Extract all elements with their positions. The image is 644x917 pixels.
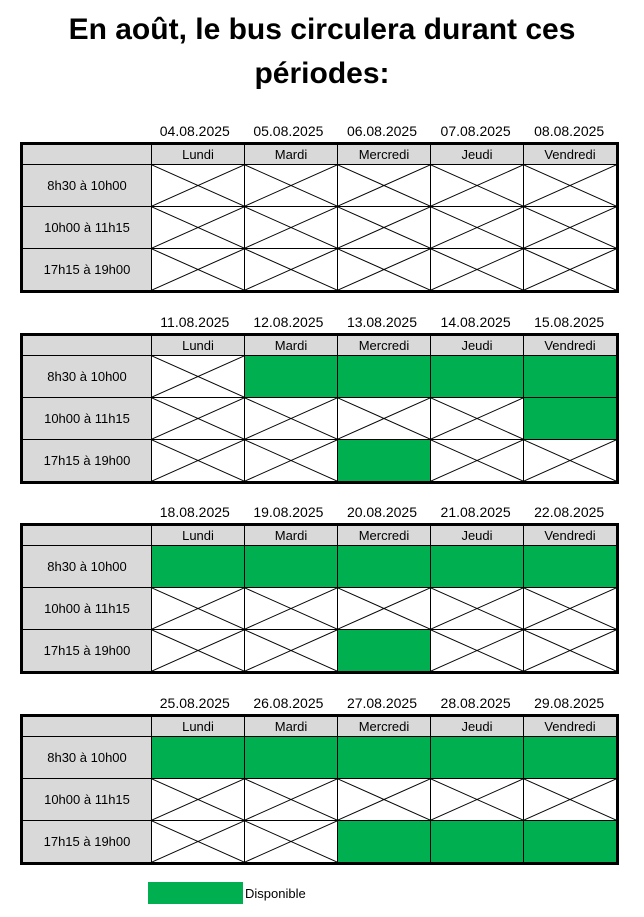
title-line-1: En août, le bus circulera durant ces (68, 13, 576, 46)
day-header: Vendredi (524, 716, 618, 737)
date-label: 19.08.2025 (253, 504, 324, 520)
unavailable-cell (524, 630, 618, 673)
header-corner (22, 525, 152, 546)
time-slot-label: 17h15 à 19h00 (22, 630, 152, 673)
cross-mark-icon (524, 165, 616, 206)
cross-mark-icon (245, 588, 337, 629)
unavailable-cell (338, 588, 431, 630)
slot-row (22, 356, 618, 398)
day-header: Mercredi (338, 525, 431, 546)
date-label: 06.08.2025 (346, 123, 418, 139)
available-cell (524, 356, 618, 398)
cross-mark-icon (338, 165, 430, 206)
unavailable-cell (245, 630, 338, 673)
week-dates-row (148, 694, 616, 712)
header-row (22, 525, 618, 546)
unavailable-cell (524, 249, 618, 292)
slot-row (22, 588, 618, 630)
cross-mark-icon (431, 207, 523, 248)
unavailable-cell (524, 207, 618, 249)
unavailable-cell (152, 588, 245, 630)
date-label: 07.08.2025 (440, 123, 511, 139)
available-cell (338, 630, 431, 673)
cross-mark-icon (245, 440, 337, 481)
legend-label: Disponible (245, 885, 306, 901)
unavailable-cell (245, 440, 338, 483)
available-cell (431, 821, 524, 864)
day-header: Lundi (152, 335, 245, 356)
unavailable-cell (431, 440, 524, 483)
available-cell (245, 737, 338, 779)
cross-mark-icon (431, 588, 523, 629)
cross-mark-icon (524, 630, 616, 671)
unavailable-cell (338, 779, 431, 821)
week-schedule-table (20, 523, 619, 674)
day-header: Vendredi (524, 144, 618, 165)
week-schedule-table (20, 142, 619, 293)
day-header: Jeudi (431, 335, 524, 356)
cross-mark-icon (245, 821, 337, 862)
available-cell (245, 546, 338, 588)
date-label: 18.08.2025 (159, 504, 230, 520)
cross-mark-icon (338, 249, 430, 290)
unavailable-cell (245, 165, 338, 207)
unavailable-cell (152, 356, 245, 398)
unavailable-cell (431, 588, 524, 630)
unavailable-cell (431, 779, 524, 821)
week-block (0, 694, 644, 874)
slot-row (22, 398, 618, 440)
available-cell (431, 737, 524, 779)
unavailable-cell (431, 249, 524, 292)
time-slot-label: 8h30 à 10h00 (22, 546, 152, 588)
cross-mark-icon (338, 398, 430, 439)
cross-mark-icon (245, 207, 337, 248)
unavailable-cell (431, 207, 524, 249)
date-label: 05.08.2025 (253, 123, 324, 139)
available-cell (524, 398, 618, 440)
available-cell (431, 546, 524, 588)
available-cell (245, 356, 338, 398)
header-row (22, 716, 618, 737)
time-slot-label: 8h30 à 10h00 (22, 165, 152, 207)
cross-mark-icon (524, 440, 616, 481)
header-row (22, 144, 618, 165)
unavailable-cell (431, 165, 524, 207)
cross-mark-icon (431, 630, 523, 671)
slot-row (22, 821, 618, 864)
unavailable-cell (524, 588, 618, 630)
day-header: Mardi (245, 335, 338, 356)
available-cell (152, 737, 245, 779)
cross-mark-icon (152, 356, 244, 397)
unavailable-cell (245, 207, 338, 249)
day-header: Mardi (245, 716, 338, 737)
available-cell (524, 546, 618, 588)
slot-row (22, 630, 618, 673)
unavailable-cell (338, 398, 431, 440)
unavailable-cell (152, 207, 245, 249)
week-dates-row (148, 503, 616, 521)
available-cell (152, 546, 245, 588)
available-cell (338, 546, 431, 588)
time-slot-label: 10h00 à 11h15 (22, 588, 152, 630)
day-header: Vendredi (524, 525, 618, 546)
date-label: 14.08.2025 (440, 314, 511, 330)
unavailable-cell (524, 165, 618, 207)
cross-mark-icon (338, 207, 430, 248)
time-slot-label: 17h15 à 19h00 (22, 440, 152, 483)
cross-mark-icon (245, 165, 337, 206)
unavailable-cell (152, 440, 245, 483)
cross-mark-icon (152, 630, 244, 671)
unavailable-cell (245, 249, 338, 292)
unavailable-cell (152, 249, 245, 292)
slot-row (22, 440, 618, 483)
available-cell (524, 821, 618, 864)
date-label: 15.08.2025 (534, 314, 605, 330)
unavailable-cell (245, 821, 338, 864)
slot-row (22, 779, 618, 821)
date-label: 12.08.2025 (253, 314, 324, 330)
day-header: Mardi (245, 144, 338, 165)
cross-mark-icon (152, 821, 244, 862)
week-schedule-table (20, 333, 619, 484)
day-header: Lundi (152, 716, 245, 737)
cross-mark-icon (524, 249, 616, 290)
day-header: Mercredi (338, 335, 431, 356)
date-label: 04.08.2025 (159, 123, 230, 139)
day-header: Vendredi (524, 335, 618, 356)
cross-mark-icon (245, 630, 337, 671)
cross-mark-icon (152, 207, 244, 248)
cross-mark-icon (431, 165, 523, 206)
week-block (0, 313, 644, 493)
unavailable-cell (524, 779, 618, 821)
time-slot-label: 10h00 à 11h15 (22, 398, 152, 440)
title-line-2: périodes: (254, 57, 390, 90)
date-label: 08.08.2025 (534, 123, 605, 139)
week-schedule-table (20, 714, 619, 865)
cross-mark-icon (152, 249, 244, 290)
date-label: 13.08.2025 (346, 314, 418, 330)
cross-mark-icon (524, 779, 616, 820)
day-header: Lundi (152, 144, 245, 165)
day-header: Jeudi (431, 144, 524, 165)
header-corner (22, 335, 152, 356)
legend-swatch-available (148, 882, 243, 904)
legend (148, 882, 306, 904)
cross-mark-icon (245, 779, 337, 820)
cross-mark-icon (245, 398, 337, 439)
week-block (0, 503, 644, 683)
cross-mark-icon (524, 588, 616, 629)
time-slot-label: 8h30 à 10h00 (22, 356, 152, 398)
day-header: Mercredi (338, 716, 431, 737)
unavailable-cell (524, 440, 618, 483)
date-label: 20.08.2025 (346, 504, 418, 520)
header-row (22, 335, 618, 356)
cross-mark-icon (152, 588, 244, 629)
cross-mark-icon (431, 249, 523, 290)
header-corner (22, 716, 152, 737)
slot-row (22, 207, 618, 249)
available-cell (338, 821, 431, 864)
slot-row (22, 546, 618, 588)
cross-mark-icon (152, 779, 244, 820)
cross-mark-icon (245, 249, 337, 290)
time-slot-label: 17h15 à 19h00 (22, 821, 152, 864)
time-slot-label: 8h30 à 10h00 (22, 737, 152, 779)
unavailable-cell (152, 779, 245, 821)
date-label: 21.08.2025 (440, 504, 511, 520)
date-label: 27.08.2025 (346, 695, 418, 711)
date-label: 28.08.2025 (440, 695, 511, 711)
available-cell (338, 440, 431, 483)
cross-mark-icon (338, 779, 430, 820)
time-slot-label: 10h00 à 11h15 (22, 207, 152, 249)
day-header: Jeudi (431, 525, 524, 546)
unavailable-cell (431, 398, 524, 440)
time-slot-label: 10h00 à 11h15 (22, 779, 152, 821)
date-label: 22.08.2025 (534, 504, 605, 520)
date-label: 26.08.2025 (253, 695, 324, 711)
day-header: Mercredi (338, 144, 431, 165)
cross-mark-icon (152, 165, 244, 206)
unavailable-cell (152, 398, 245, 440)
day-header: Mardi (245, 525, 338, 546)
cross-mark-icon (431, 398, 523, 439)
date-label: 11.08.2025 (160, 314, 230, 330)
cross-mark-icon (338, 588, 430, 629)
unavailable-cell (152, 821, 245, 864)
unavailable-cell (338, 249, 431, 292)
available-cell (338, 356, 431, 398)
unavailable-cell (152, 165, 245, 207)
unavailable-cell (431, 630, 524, 673)
page-title (0, 8, 644, 96)
unavailable-cell (245, 398, 338, 440)
cross-mark-icon (152, 398, 244, 439)
week-block (0, 122, 644, 302)
available-cell (524, 737, 618, 779)
slot-row (22, 737, 618, 779)
slot-row (22, 249, 618, 292)
header-corner (22, 144, 152, 165)
cross-mark-icon (524, 207, 616, 248)
day-header: Lundi (152, 525, 245, 546)
time-slot-label: 17h15 à 19h00 (22, 249, 152, 292)
day-header: Jeudi (431, 716, 524, 737)
unavailable-cell (152, 630, 245, 673)
unavailable-cell (245, 779, 338, 821)
date-label: 25.08.2025 (159, 695, 230, 711)
cross-mark-icon (152, 440, 244, 481)
available-cell (338, 737, 431, 779)
unavailable-cell (245, 588, 338, 630)
cross-mark-icon (431, 779, 523, 820)
week-dates-row (148, 313, 616, 331)
week-dates-row (148, 122, 616, 140)
unavailable-cell (338, 165, 431, 207)
cross-mark-icon (431, 440, 523, 481)
unavailable-cell (338, 207, 431, 249)
slot-row (22, 165, 618, 207)
available-cell (431, 356, 524, 398)
date-label: 29.08.2025 (534, 695, 605, 711)
